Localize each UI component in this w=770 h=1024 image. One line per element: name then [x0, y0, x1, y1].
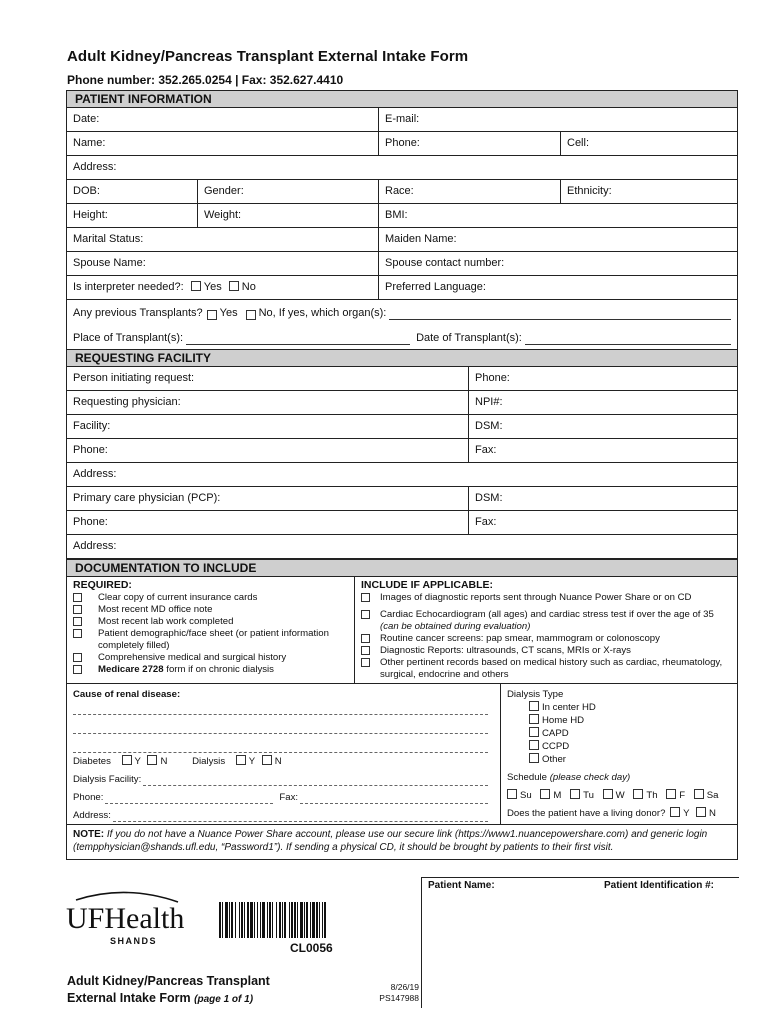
- cause-line-3[interactable]: [73, 740, 488, 753]
- barcode-bar: [306, 902, 308, 938]
- required-item: [73, 664, 348, 676]
- spouse-name-field[interactable]: Spouse Name:: [67, 252, 379, 275]
- diabetes-dialysis-row: [73, 755, 494, 769]
- required-checkbox-5[interactable]: [73, 665, 82, 674]
- form-title: Adult Kidney/Pancreas Transplant External Intake Form: [67, 48, 469, 65]
- applicable-text-1: [376, 609, 731, 633]
- required-text-2: Most recent lab work completed: [98, 616, 234, 627]
- barcode-bar: [312, 902, 315, 938]
- required-checkbox-0[interactable]: [73, 593, 82, 602]
- dialysis-label: Dialysis: [192, 756, 226, 767]
- applicable-column: [355, 577, 737, 683]
- facility-address-field[interactable]: Address:: [73, 468, 117, 480]
- schedule-text: Schedule: [507, 772, 548, 783]
- dialysis-phone-label: Phone:: [73, 792, 104, 803]
- renal-section: [67, 684, 737, 825]
- applicable-checkbox-2[interactable]: [361, 634, 370, 643]
- dialysis-y-label: Y: [248, 756, 256, 767]
- patient-name-label: Patient Name:: [428, 880, 495, 891]
- date-transplant-line[interactable]: [525, 334, 731, 345]
- applicable-checkbox-3[interactable]: [361, 646, 370, 655]
- dialysis-type-checkbox-2[interactable]: [529, 727, 539, 737]
- required-item: [73, 604, 348, 616]
- patient-id-box: [421, 877, 739, 1008]
- ufhealth-logo: [66, 888, 206, 951]
- day-label-th: Th: [646, 790, 658, 801]
- medicare-rest: form if on chronic dialysis: [163, 664, 274, 675]
- barcode-bar: [276, 902, 277, 938]
- applicable-item: [361, 592, 731, 604]
- note-label: NOTE:: [73, 829, 105, 840]
- dialysis-type-item: [529, 727, 731, 740]
- barcode-icon: [217, 902, 407, 938]
- day-checkbox-tu[interactable]: [570, 789, 580, 799]
- barcode-bar: [222, 902, 223, 938]
- patient-information-header: PATIENT INFORMATION: [67, 91, 737, 108]
- applicable-text-2: Routine cancer screens: pap smear, mammogram or colonoscopy: [380, 633, 660, 644]
- dialysis-type-text-3: CCPD: [542, 741, 570, 752]
- dialysis-type-checkbox-3[interactable]: [529, 740, 539, 750]
- footer-title: [67, 973, 270, 1008]
- marital-status-field[interactable]: Marital Status:: [67, 228, 379, 251]
- gender-field[interactable]: Gender:: [198, 180, 379, 203]
- logo-sub-text: SHANDS: [110, 936, 158, 946]
- interpreter-no-label: No: [241, 281, 256, 293]
- facility-phone-field[interactable]: Phone:: [475, 372, 510, 384]
- dialysis-facility-row: [73, 773, 494, 787]
- applicable-checkbox-0[interactable]: [361, 593, 370, 602]
- revision-date: 8/26/19: [390, 982, 419, 992]
- documentation-header: DOCUMENTATION TO INCLUDE: [67, 559, 737, 577]
- applicable-text-3: Diagnostic Reports: ultrasounds, CT scans, MRIs or X-rays: [380, 645, 631, 656]
- diabetes-label: Diabetes: [73, 756, 111, 767]
- dialysis-type-item: [529, 740, 731, 753]
- transplants-yes-checkbox[interactable]: [207, 310, 217, 320]
- email-field[interactable]: E-mail:: [385, 113, 420, 125]
- required-text-5: [88, 664, 274, 676]
- barcode-bar: [247, 902, 249, 938]
- day-checkbox-th[interactable]: [633, 789, 643, 799]
- cell-field[interactable]: Cell:: [567, 137, 590, 149]
- preferred-language-field[interactable]: Preferred Language:: [385, 281, 486, 293]
- footer-title-line2: External Intake Form: [67, 991, 191, 1005]
- barcode-bar: [235, 902, 236, 938]
- barcode: [217, 902, 407, 941]
- phone-field[interactable]: Phone:: [379, 132, 561, 155]
- day-label-f: F: [679, 790, 686, 801]
- day-checkbox-w[interactable]: [603, 789, 613, 799]
- barcode-bar: [260, 902, 261, 938]
- renal-right: [501, 684, 737, 824]
- applicable-item: [361, 633, 731, 645]
- note-block: [67, 825, 737, 859]
- place-label: Place of Transplant(s):: [73, 332, 184, 344]
- facility-field[interactable]: Facility:: [67, 415, 469, 438]
- applicable-item: [361, 645, 731, 657]
- patient-information-section: [66, 90, 738, 860]
- barcode-bar: [310, 902, 311, 938]
- dialysis-type-item: [529, 701, 731, 714]
- ufhealth-logo-icon: [66, 888, 206, 948]
- barcode-bar: [244, 902, 245, 938]
- organ-line[interactable]: [389, 309, 731, 320]
- echo-italic: (can be obtained during evaluation): [380, 621, 531, 632]
- barcode-bar: [304, 902, 305, 938]
- day-label-m: M: [553, 790, 562, 801]
- barcode-bar: [282, 902, 283, 938]
- barcode-bar: [272, 902, 273, 938]
- required-text-3: Patient demographic/face sheet (or patient information completely filled): [98, 628, 329, 651]
- required-item: [73, 592, 348, 604]
- date-transplant-label: Date of Transplant(s):: [416, 332, 522, 344]
- barcode-bar: [269, 902, 271, 938]
- footer-page-note: (page 1 of 1): [194, 994, 254, 1005]
- barcode-bar: [284, 902, 286, 938]
- race-field[interactable]: Race:: [379, 180, 561, 203]
- dsm-field[interactable]: DSM:: [475, 420, 503, 432]
- dialysis-type-text-4: Other: [542, 754, 566, 765]
- dialysis-n-checkbox[interactable]: [262, 755, 272, 765]
- renal-left: [67, 684, 501, 824]
- applicable-item: [361, 609, 731, 633]
- barcode-bar: [257, 902, 258, 938]
- barcode-bar: [241, 902, 243, 938]
- barcode-bar: [231, 902, 233, 938]
- dialysis-fax-label: Fax:: [279, 792, 299, 803]
- person-initiating-field[interactable]: Person initiating request:: [67, 367, 469, 390]
- contact-line: Phone number: 352.265.0254 | Fax: 352.627.4410: [67, 73, 344, 87]
- barcode-bar: [316, 902, 318, 938]
- dialysis-type-text-0: In center HD: [542, 702, 596, 713]
- bmi-field[interactable]: BMI:: [385, 209, 408, 221]
- dialysis-address-label: Address:: [73, 810, 111, 821]
- dialysis-address-row: [73, 809, 494, 823]
- barcode-bar: [297, 902, 298, 938]
- previous-transplants-block: [67, 300, 737, 350]
- address-field[interactable]: Address:: [73, 161, 117, 173]
- dialysis-address-line[interactable]: [113, 809, 488, 822]
- dialysis-fax-line[interactable]: [300, 791, 488, 804]
- npi-field[interactable]: NPI#:: [475, 396, 503, 408]
- barcode-bar: [219, 902, 221, 938]
- dob-field[interactable]: DOB:: [67, 180, 198, 203]
- applicable-checkbox-4[interactable]: [361, 658, 370, 667]
- logo-main-text: UFHealth: [66, 902, 185, 935]
- footer-title-line1: Adult Kidney/Pancreas Transplant: [67, 974, 270, 988]
- schedule-label: [507, 771, 731, 784]
- diabetes-y-label: Y: [134, 756, 141, 767]
- footer-title-line2-row: [67, 990, 270, 1008]
- dialysis-facility-line[interactable]: [143, 773, 488, 786]
- diabetes-n-checkbox[interactable]: [147, 755, 157, 765]
- transplants-no-checkbox[interactable]: [246, 310, 256, 320]
- applicable-item: [361, 657, 731, 681]
- living-donor-y-checkbox[interactable]: [670, 807, 680, 817]
- required-text-1: Most recent MD office note: [98, 604, 213, 615]
- facility-phone2-field[interactable]: Phone:: [67, 439, 469, 462]
- pcp-address-field[interactable]: Address:: [73, 540, 117, 552]
- required-item: [73, 616, 348, 628]
- requesting-physician-field[interactable]: Requesting physician:: [67, 391, 469, 414]
- barcode-bar: [291, 902, 293, 938]
- dialysis-y-checkbox[interactable]: [236, 755, 246, 765]
- note-text: If you do not have a Nuance Power Share account, please use our secure link (https://www1.nuancepowershare.com) and generic login (tempphysician@shands.ufl.edu, “Password1”). If sending a physical CD, it should be brought by patients to their first visit.: [73, 829, 708, 853]
- place-line[interactable]: [186, 334, 410, 345]
- living-donor-n-checkbox[interactable]: [696, 807, 706, 817]
- barcode-bar: [319, 902, 320, 938]
- dialysis-type-checkbox-0[interactable]: [529, 701, 539, 711]
- maiden-name-field[interactable]: Maiden Name:: [385, 233, 457, 245]
- barcode-bar: [254, 902, 255, 938]
- day-label-su: Su: [520, 790, 532, 801]
- diabetes-n-label: N: [160, 756, 168, 767]
- patient-id-label: Patient Identification #:: [604, 880, 715, 891]
- day-checkbox-f[interactable]: [666, 789, 676, 799]
- interpreter-question: [67, 276, 379, 299]
- day-label-sa: Sa: [706, 790, 719, 801]
- dialysis-phone-line[interactable]: [105, 791, 273, 804]
- required-checkbox-3[interactable]: [73, 629, 82, 638]
- date-field[interactable]: Date:: [67, 108, 379, 131]
- dialysis-type-label: Dialysis Type: [507, 689, 564, 700]
- requesting-facility-header: REQUESTING FACILITY: [67, 350, 737, 367]
- applicable-text-0: Images of diagnostic reports sent through Nuance Power Share or on CD: [380, 592, 692, 603]
- spouse-contact-field[interactable]: Spouse contact number:: [385, 257, 505, 269]
- medicare-bold: Medicare 2728: [98, 664, 164, 675]
- barcode-bar: [225, 902, 228, 938]
- dialysis-facility-label: Dialysis Facility:: [73, 774, 142, 785]
- dialysis-phone-row: [73, 791, 494, 805]
- applicable-heading: INCLUDE IF APPLICABLE:: [361, 579, 494, 591]
- dialysis-type-item: [529, 753, 731, 766]
- barcode-bar: [250, 902, 253, 938]
- living-donor-y-label: Y: [683, 808, 690, 819]
- dialysis-type-list: [507, 701, 731, 766]
- barcode-bar: [300, 902, 303, 938]
- required-checkbox-4[interactable]: [73, 653, 82, 662]
- transplants-question: Any previous Transplants?: [73, 307, 203, 319]
- revision-code: PS147988: [379, 993, 419, 1003]
- interpreter-label: Is interpreter needed?:: [73, 281, 184, 293]
- applicable-checkbox-1[interactable]: [361, 610, 370, 619]
- dialysis-type-text-2: CAPD: [542, 728, 569, 739]
- barcode-bar: [324, 902, 326, 938]
- facility-fax-field[interactable]: Fax:: [475, 444, 497, 456]
- transplants-no-label: No, If yes, which organ(s):: [258, 307, 387, 319]
- cause-line-2[interactable]: [73, 721, 488, 734]
- name-field[interactable]: Name:: [67, 132, 379, 155]
- applicable-text-4: Other pertinent records based on medical history such as cardiac, rheumatology, surgical, endocrine and others: [380, 657, 723, 680]
- barcode-bar: [262, 902, 265, 938]
- pcp-field[interactable]: Primary care physician (PCP):: [67, 487, 469, 510]
- required-column: [67, 577, 355, 683]
- interpreter-yes-label: Yes: [203, 281, 222, 293]
- required-heading: REQUIRED:: [73, 579, 132, 591]
- ethnicity-field[interactable]: Ethnicity:: [567, 185, 612, 197]
- cause-label: Cause of renal disease:: [73, 689, 181, 700]
- barcode-bar: [322, 902, 323, 938]
- echo-text: Cardiac Echocardiogram (all ages) and cardiac stress test if over the age of 35: [380, 609, 714, 620]
- living-donor-label: Does the patient have a living donor?: [507, 808, 666, 819]
- pcp-phone-field[interactable]: Phone:: [67, 511, 469, 534]
- living-donor-n-label: N: [708, 808, 716, 819]
- day-label-tu: Tu: [583, 790, 594, 801]
- barcode-bar: [289, 902, 290, 938]
- required-checkbox-2[interactable]: [73, 617, 82, 626]
- dialysis-type-checkbox-4[interactable]: [529, 753, 539, 763]
- barcode-label: CL0056: [290, 941, 333, 955]
- revision-info: [372, 982, 419, 1004]
- interpreter-no-checkbox[interactable]: [229, 281, 239, 291]
- day-checkbox-sa[interactable]: [694, 789, 704, 799]
- dialysis-type-text-1: Home HD: [542, 715, 585, 726]
- weight-field[interactable]: Weight:: [198, 204, 379, 227]
- barcode-bar: [267, 902, 268, 938]
- day-checkbox-su[interactable]: [507, 789, 517, 799]
- dialysis-n-label: N: [274, 756, 282, 767]
- required-item: [73, 628, 348, 652]
- required-item: [73, 652, 348, 664]
- dialysis-type-checkbox-1[interactable]: [529, 714, 539, 724]
- height-field[interactable]: Height:: [67, 204, 198, 227]
- schedule-days: [507, 789, 731, 802]
- required-text-4: Comprehensive medical and surgical history: [98, 652, 287, 663]
- diabetes-y-checkbox[interactable]: [122, 755, 132, 765]
- pcp-dsm-field[interactable]: DSM:: [475, 492, 503, 504]
- pcp-fax-field[interactable]: Fax:: [475, 516, 497, 528]
- day-checkbox-m[interactable]: [540, 789, 550, 799]
- barcode-bar: [239, 902, 240, 938]
- barcode-bar: [294, 902, 296, 938]
- required-text-0: Clear copy of current insurance cards: [98, 592, 258, 603]
- interpreter-yes-checkbox[interactable]: [191, 281, 201, 291]
- day-label-w: W: [615, 790, 625, 801]
- required-checkbox-1[interactable]: [73, 605, 82, 614]
- dialysis-type-item: [529, 714, 731, 727]
- transplants-yes-label: Yes: [219, 307, 238, 319]
- schedule-italic: (please check day): [549, 772, 631, 783]
- barcode-bar: [279, 902, 281, 938]
- barcode-bar: [229, 902, 230, 938]
- living-donor-row: [507, 807, 731, 820]
- cause-line-1[interactable]: [73, 702, 488, 715]
